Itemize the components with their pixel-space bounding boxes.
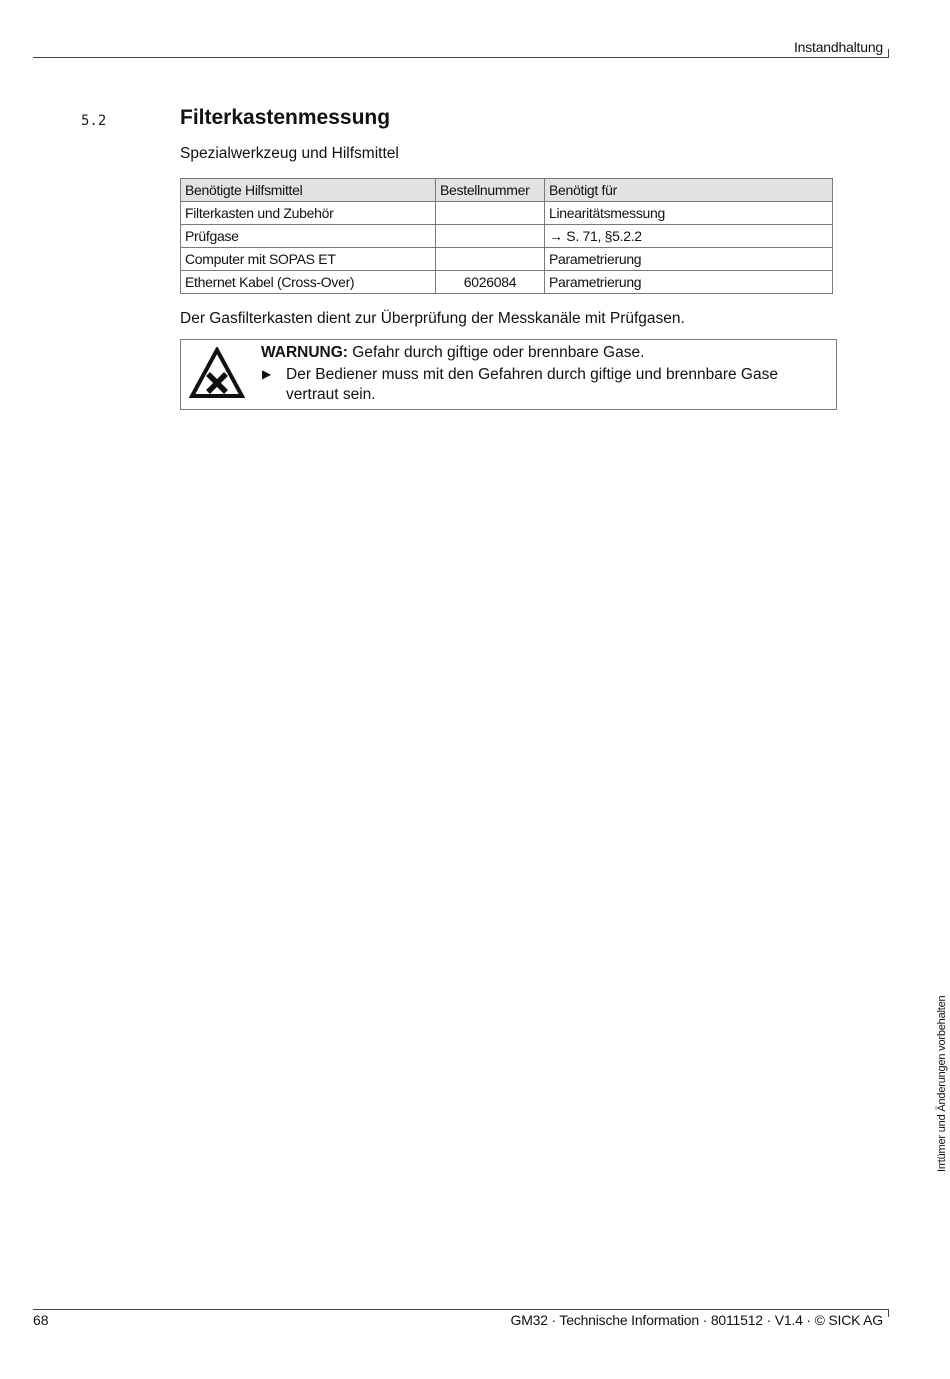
warning-box <box>180 339 837 410</box>
table-cell: Ethernet Kabel (Cross-Over) <box>181 271 436 294</box>
column-header: Bestellnummer <box>436 179 545 202</box>
side-disclaimer: Irrtümer und Änderungen vorbehalten <box>936 995 948 1172</box>
header-tick <box>888 49 889 57</box>
section-title: Filterkastenmessung <box>180 106 391 129</box>
column-header: Benötigt für <box>545 179 833 202</box>
table-row <box>181 225 833 248</box>
harmful-substance-x-icon <box>189 347 245 399</box>
warning-label: WARNUNG: <box>261 344 348 361</box>
table-cell: Computer mit SOPAS ET <box>181 248 436 271</box>
table-cell: Linearitätsmessung <box>545 202 833 225</box>
table-row <box>181 202 833 225</box>
section-subtitle: Spezialwerkzeug und Hilfsmittel <box>180 145 399 162</box>
warning-instruction: Der Bediener muss mit den Gefahren durch giftige und brennbare Gase vertraut sein. <box>286 366 778 403</box>
header-rule <box>33 57 889 58</box>
table-header-row <box>181 179 833 202</box>
table-cell: 6026084 <box>436 271 545 294</box>
table-cell: Parametrierung <box>545 271 833 294</box>
table-row <box>181 248 833 271</box>
page-number: 68 <box>33 1312 49 1328</box>
table-cell <box>436 225 545 248</box>
table-cell: Parametrierung <box>545 248 833 271</box>
footer-document-info: GM32 · Technische Information · 8011512 · V1.4 · © SICK AG <box>510 1312 883 1328</box>
warning-text: Gefahr durch giftige oder brennbare Gase <box>352 344 641 361</box>
tools-table <box>180 178 833 294</box>
section-number: 5.2 <box>81 113 107 129</box>
warning-heading: WARNUNG: Gefahr durch giftige oder brennbare Gase. <box>261 344 645 361</box>
column-header: Benötigte Hilfsmittel <box>181 179 436 202</box>
footer-tick <box>888 1309 889 1317</box>
intro-paragraph: Der Gasfilterkasten dient zur Überprüfung der Messkanäle mit Prüfgasen. <box>180 310 685 327</box>
bullet-arrow-icon: ▶ <box>262 367 272 381</box>
footer-rule <box>33 1309 889 1310</box>
table-cell: Prüfgase <box>181 225 436 248</box>
table-cell: Filterkasten und Zubehör <box>181 202 436 225</box>
table-cell <box>436 202 545 225</box>
table-cell <box>436 248 545 271</box>
table-row <box>181 271 833 294</box>
chapter-title: Instandhaltung <box>793 39 883 55</box>
cross-reference-link[interactable]: → S. 71, §5.2.2 <box>545 225 833 248</box>
